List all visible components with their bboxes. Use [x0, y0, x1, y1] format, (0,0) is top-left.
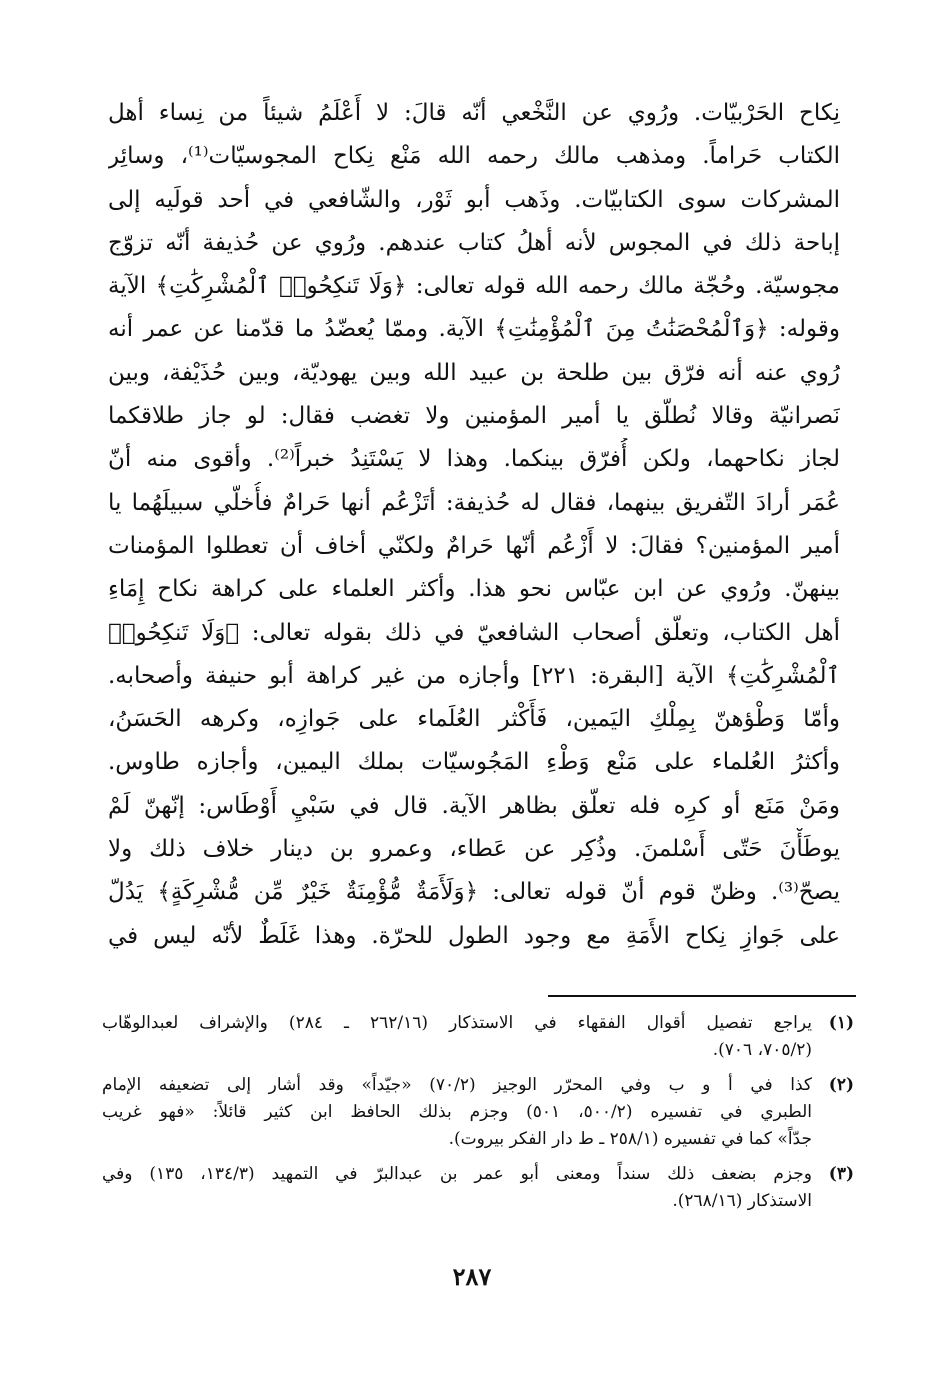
footnote-body	[102, 1161, 812, 1215]
footnote-line: جدّاً» كما في تفسيره (٢٥٨/١ ـ ط دار الفكر بيروت).	[448, 1129, 812, 1149]
text-line: وأكثرُ العُلماء على مَنْع وَطْءِ المَجُوسيّات بملك اليمين، وأجازه طاوس.	[108, 749, 840, 776]
text-line: ومَنْ مَنَع أو كرِه فله تعلّق بظاهر الآية. قال في سَبْيِ أَوْطَاس: إنّهنّ لَمْ	[108, 792, 840, 819]
footnote-number: (٣)	[828, 1164, 854, 1184]
text-line: يصحّ⁽³⁾. وظنّ قوم أنّ قوله تعالى: ﴿وَلَأَمَةٌ مُّؤْمِنَةٌ خَيْرٌ مِّن مُّشْرِكَةٍ﴾ يَدُلّ	[108, 879, 840, 906]
text-line: وأمّا وَطْؤهنّ بِمِلْكِ اليَمين، فَأَكْثر العُلَماء على جَوازِه، وكرهه الحَسَنُ،	[108, 706, 840, 733]
text-line: على جَوازِ نِكاح الأَمَةِ مع وجود الطول للحرّة. وهذا غَلَطٌ لأنّه ليس في	[108, 922, 840, 949]
text-line: وقوله: ﴿وَٱلْمُحْصَنَٰتُ مِنَ ٱلْمُؤْمِنَٰتِ﴾ الآية. وممّا يُعضّدُ ما قدّمنا عن عمر أنه	[108, 316, 840, 343]
footnote-line: (٧٠٥/٢، ٧٠٦).	[712, 1040, 812, 1060]
text-line: الكتاب حَراماً. ومذهب مالك رحمه الله مَنْع نِكاح المجوسيّات⁽¹⁾، وسائِر	[108, 143, 840, 170]
text-line: يوطَأْنَ حَتّى أَسْلمنَ. وذُكِر عن عَطاء، وعمرو بن دينار خلاف ذلك ولا	[108, 836, 840, 863]
footnote-separator	[548, 995, 856, 997]
page-number: ٢٨٧	[452, 1262, 492, 1291]
text-line: عُمَر أرادَ التّفريق بينهما، فقال له حُذيفة: أتَزْعُم أنها حَرامٌ فأُخلّي سبيلَهُما يا	[108, 489, 840, 516]
footnote-number: (١)	[828, 1013, 854, 1033]
footnote-line: كذا في أ و ب وفي المحرّر الوجيز (٧٠/٢) «جيّداً» وقد أشار إلى تضعيفه الإمام	[102, 1075, 812, 1095]
footnote-body	[102, 1010, 812, 1064]
footnote-line: يراجع تفصيل أقوال الفقهاء في الاستذكار (٢٦٢/١٦ ـ ٢٨٤) والإشراف لعبدالوهّاب	[102, 1013, 812, 1033]
text-line: لجاز نكاحهما، ولكن أُفرّق بينكما. وهذا لا يَسْتَنِدُ خبراً⁽²⁾. وأقوى منه أنّ	[108, 446, 840, 473]
footnote-1	[102, 1010, 854, 1064]
text-line: نِكاح الحَرْبيّات. ورُوي عن النَّخْعي أنّه قالَ: لا أَعْلَمُ شيئاً من نِساء أهل	[108, 100, 840, 126]
text-line: إباحة ذلك في المجوس لأنه أهلُ كتاب عندهم. ورُوي عن حُذيفة أنّه تزوّج	[108, 229, 840, 256]
footnote-2	[102, 1072, 854, 1153]
footnote-line: وجزم بضعف ذلك سنداً ومعنى أبو عمر بن عبدالبرّ في التمهيد (١٣٤/٣، ١٣٥) وفي	[102, 1164, 812, 1184]
text-line: مجوسيّة. وحُجّة مالك رحمه الله قوله تعالى: ﴿وَلَا تَنكِحُوا۟ ٱلْمُشْرِكَٰتِ﴾ الآية	[108, 273, 840, 300]
text-line: أهل الكتاب، وتعلّق أصحاب الشافعيّ في ذلك بقوله تعالى: ﴿وَلَا تَنكِحُوا۟	[108, 619, 840, 646]
text-line: رُوي عنه أنه فرّق بين طلحة بن عبيد الله وبين يهوديّة، وبين حُذَيْفة، وبين	[108, 359, 840, 386]
footnote-number: (٢)	[828, 1075, 854, 1095]
footnote-3	[102, 1161, 854, 1215]
footnote-body	[102, 1072, 812, 1153]
text-line: ٱلْمُشْرِكَٰتِ﴾ الآية [البقرة: ٢٢١] وأجازه من غير كراهة أبو حنيفة وأصحابه.	[108, 662, 840, 689]
text-line: نَصرانيّة وقالا نُطلّق يا أمير المؤمنين ولا تغضب فقال: لو جاز طلاقكما	[108, 403, 840, 430]
text-line: المشركات سوى الكتابيّات. وذَهب أبو ثَوْر، والشّافعي في أحد قولَيه إلى	[108, 186, 840, 213]
text-line: أمير المؤمنين؟ فقالَ: لا أَزْعُم أنّها حَرامٌ ولكنّي أخاف أن تعطلوا المؤمنات	[108, 532, 840, 559]
text-line: بينهنّ. ورُوي عن ابن عبّاس نحو هذا. وأكثر العلماء على كراهة نكاح إِمَاءِ	[108, 576, 840, 603]
main-text-body	[108, 92, 840, 958]
footnote-line: الاستذكار (٢٦٨/١٦).	[672, 1191, 812, 1211]
footnote-line: الطبري في تفسيره (٥٠٠/٢، ٥٠١) وجزم بذلك الحافظ ابن كثير قائلاً: «فهو غريب	[102, 1102, 812, 1122]
footnotes-section	[102, 1010, 854, 1223]
